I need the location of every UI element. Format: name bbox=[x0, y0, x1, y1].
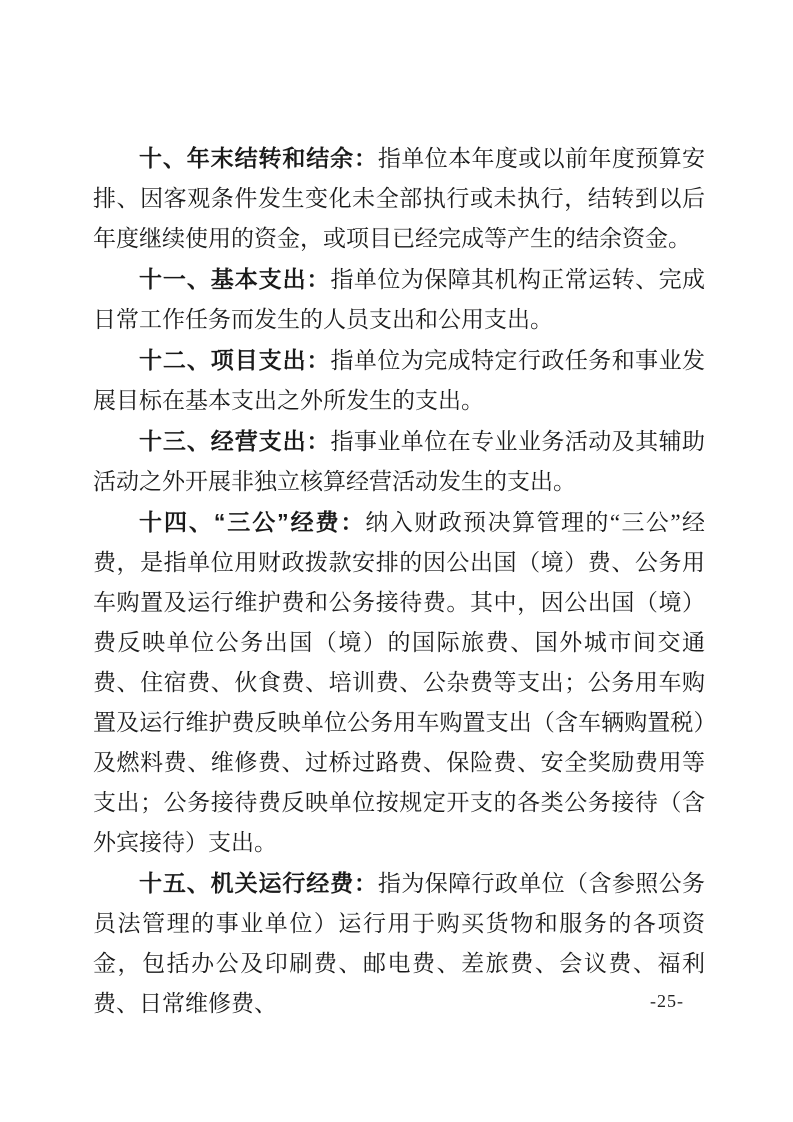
paragraph-term-15-agency-operating-funds bbox=[93, 863, 705, 1024]
term-label: 十五、机关运行经费： bbox=[139, 870, 378, 896]
term-definition: 指为保障行政单位（含参照公务员法管理的事业单位）运行用于购买货物和服务的各项资金，包括办公及印刷费、邮电费、差旅费、会议费、福利费、日常维修费、 bbox=[93, 871, 706, 1016]
term-label: 十三、经营支出： bbox=[139, 428, 331, 454]
term-label: 十四、“三公”经费： bbox=[139, 509, 366, 535]
term-definition: 指单位为保障其机构正常运转、完成日常工作任务而发生的人员支出和公用支出。 bbox=[93, 267, 706, 332]
term-definition: 纳入财政预决算管理的“三公”经费，是指单位用财政拨款安排的因公出国（境）费、公务用车购置及运行维护费和公务接待费。其中，因公出国（境）费反映单位公务出国（境）的国际旅费、国外城市间交通费、住宿费、伙食费、培训费、公杂费等支出；公务用车购置及运行维护费反映单位公务用车购置支出（含车辆购置税）及燃料费、维修费、过桥过路费、保险费、安全奖励费用等支出；公务接待费反映单位按规定开支的各类公务接待（含外宾接待）支出。 bbox=[93, 510, 706, 855]
term-definition: 指单位本年度或以前年度预算安排、因客观条件发生变化未全部执行或未执行，结转到以后年度继续使用的资金，或项目已经完成等产生的结余资金。 bbox=[93, 146, 706, 251]
paragraph-term-12-project-expenditure bbox=[93, 340, 705, 421]
term-label: 十、年末结转和结余： bbox=[139, 145, 378, 171]
paragraph-term-13-operating-expenditure bbox=[93, 421, 705, 502]
term-label: 十一、基本支出： bbox=[139, 266, 331, 292]
term-definition: 指单位为完成特定行政任务和事业发展目标在基本支出之外所发生的支出。 bbox=[93, 348, 706, 413]
paragraph-term-10-year-end-carryover bbox=[93, 138, 705, 259]
term-label: 十二、项目支出： bbox=[139, 347, 331, 373]
page-number: -25- bbox=[650, 991, 684, 1011]
term-definition: 指事业单位在专业业务活动及其辅助活动之外开展非独立核算经营活动发生的支出。 bbox=[93, 429, 706, 494]
paragraph-term-14-three-public-funds bbox=[93, 502, 705, 863]
document-body bbox=[93, 138, 705, 1024]
paragraph-term-11-basic-expenditure bbox=[93, 259, 705, 340]
